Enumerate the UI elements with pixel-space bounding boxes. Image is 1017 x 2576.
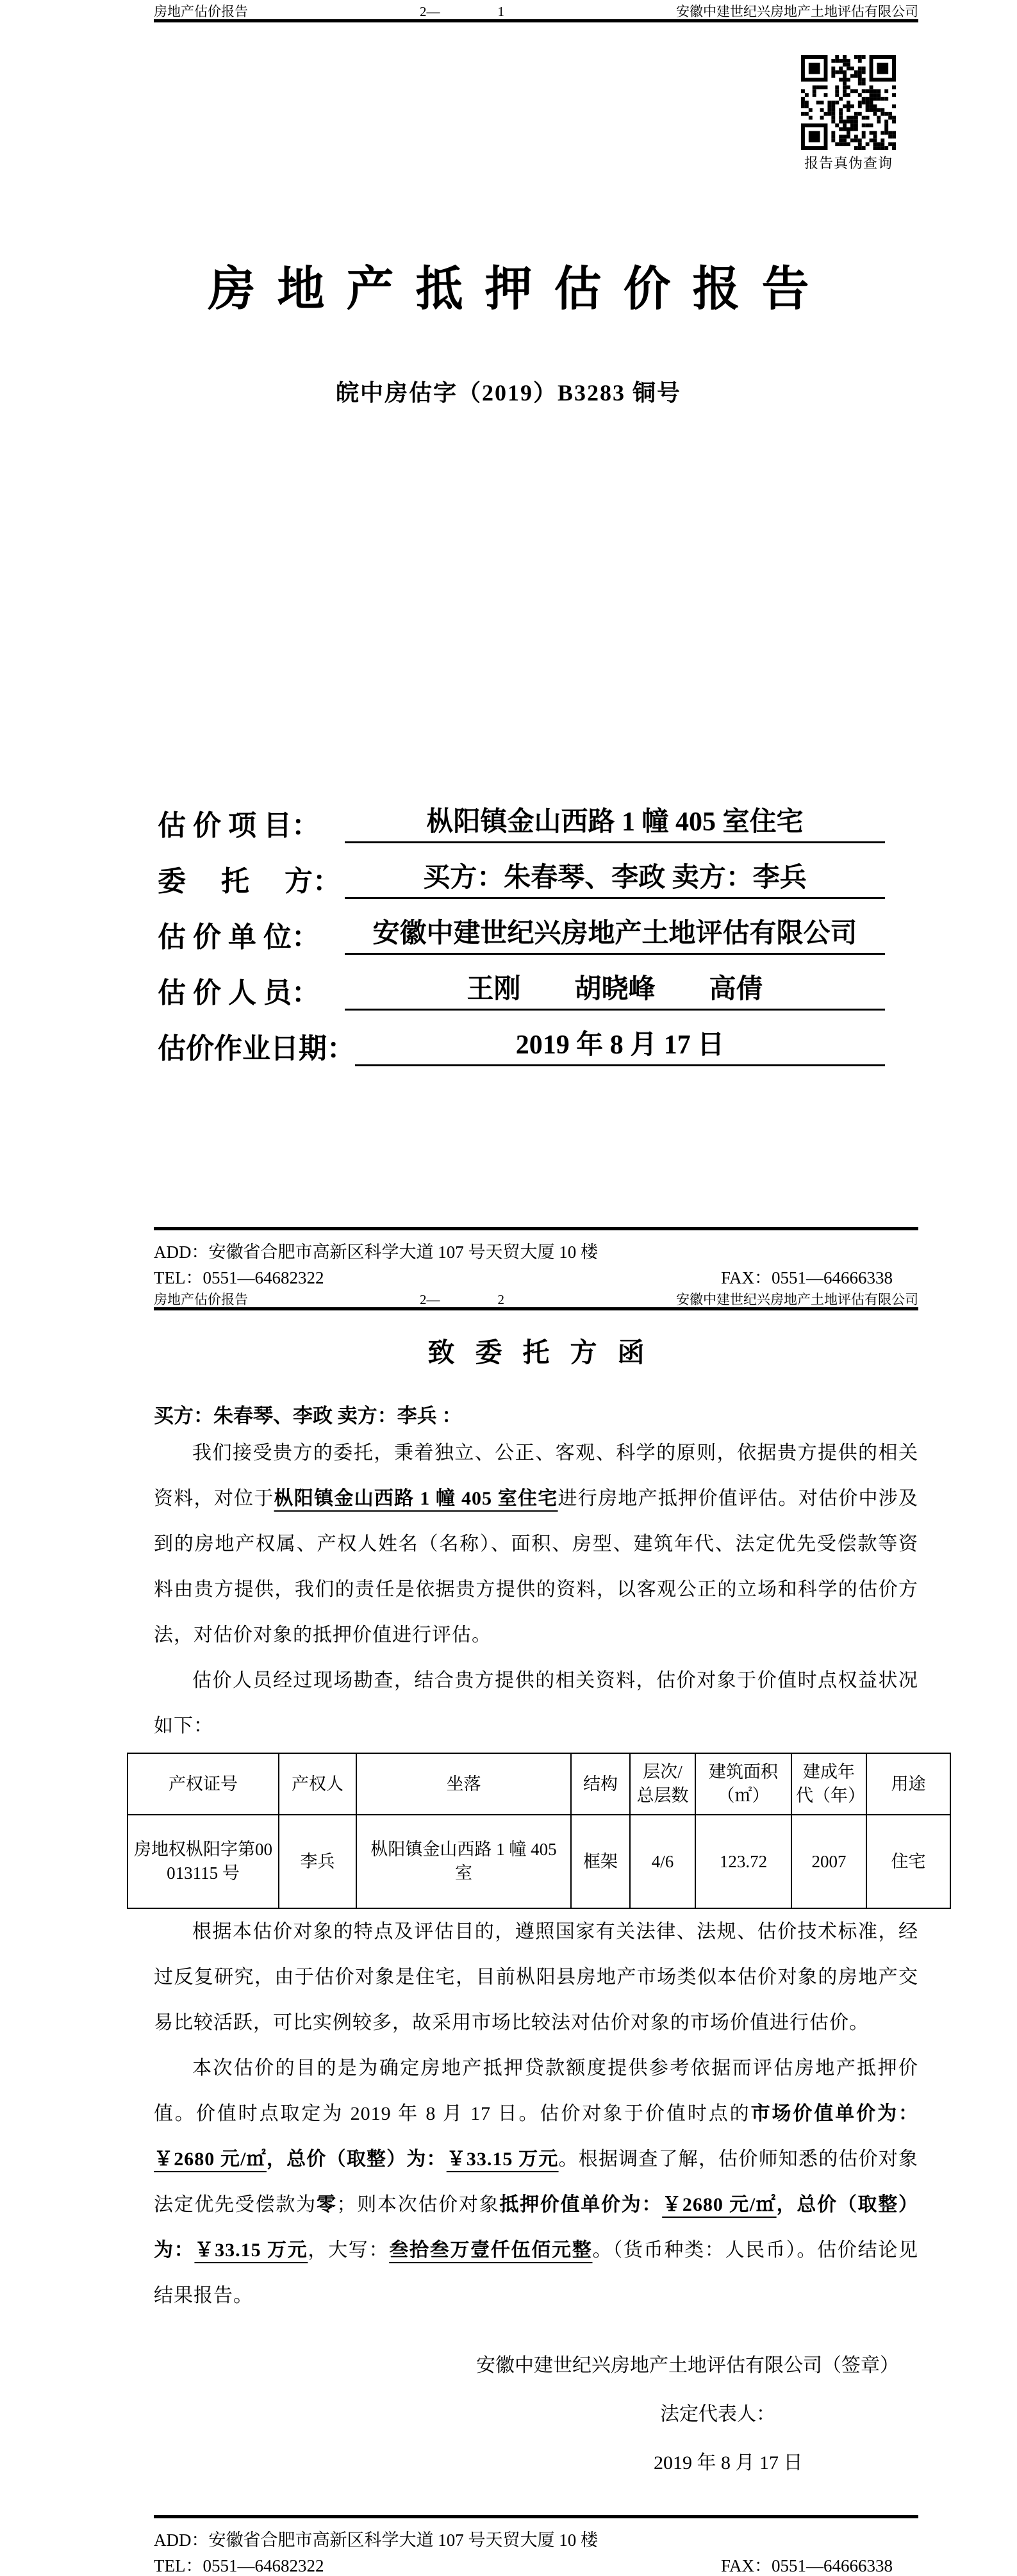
field-value: 枞阳镇金山西路 1 幢 405 室住宅 [345, 800, 885, 843]
cell-structure: 框架 [571, 1815, 630, 1908]
running-footer [154, 2515, 918, 2576]
field-project [158, 802, 885, 843]
field-value: 王刚 胡晓峰 高倩 [345, 968, 885, 1011]
footer-address: ADD：安徽省合肥市高新区科学大道 107 号天贸大厦 10 楼 [154, 1243, 598, 1262]
signature-company: 安徽中建世纪兴房地产土地评估有限公司（签章） [476, 2355, 899, 2376]
cell-cert-no: 房地权枞阳字第00013115 号 [128, 1815, 279, 1908]
qr-caption: 报告真伪查询 [804, 155, 893, 171]
col-floor: 层次/总层数 [630, 1753, 695, 1815]
col-owner: 产权人 [279, 1753, 356, 1815]
footer-fax: FAX：0551—64666338 [720, 2556, 893, 2575]
field-value: 安徽中建世纪兴房地产土地评估有限公司 [345, 912, 885, 955]
signature-block [154, 2341, 918, 2488]
cell-floor: 4/6 [630, 1815, 695, 1908]
field-appraisers [158, 970, 885, 1011]
footer-tel: TEL：0551—64682322 [154, 1268, 324, 1287]
field-label: 估价作业日期： [158, 1033, 355, 1064]
cell-owner: 李兵 [279, 1815, 356, 1908]
page-prefix: 2— [420, 4, 440, 19]
letter-body [134, 1314, 926, 2488]
page-prefix: 2— [420, 1292, 440, 1307]
col-cert-no: 产权证号 [128, 1753, 279, 1815]
paragraph-commission: 我们接受贵方的委托，秉着独立、公正、客观、科学的原则，依据贵方提供的相关资料，对位于枞阳镇金山西路 1 幢 405 室住宅进行房地产抵押价值评估。对估价中涉及到的房地产权属、产权人姓名（名称）、面积、房型、建筑年代、法定优先受偿款等资料由贵方提供，我们的责任是依据贵方提供的资料，以客观公正的立场和科学的估价方法，对估价对象的抵押价值进行评估。 [154, 1442, 919, 1646]
cell-use: 住宅 [866, 1815, 950, 1908]
header-rule [154, 1307, 918, 1310]
col-area: 建筑面积（㎡） [695, 1753, 791, 1815]
footer-address: ADD：安徽省合肥市高新区科学大道 107 号天贸大厦 10 楼 [154, 2531, 598, 2550]
header-doc-name: 房地产估价报告 [154, 1292, 248, 1307]
col-use: 用途 [866, 1753, 950, 1815]
report-title: 房地产抵押估价报告 [208, 263, 831, 316]
header-page-indicator [248, 1292, 676, 1307]
paragraph-method: 根据本估价对象的特点及评估目的，遵照国家有关法律、法规、估价技术标准，经过反复研究，由于估价对象是住宅，目前枞阳县房地产市场类似本估价对象的房地产交易比较活跃，可比实例较多，故采用市场比较法对估价对象的市场价值进行估价。 [154, 1921, 918, 2033]
qr-code [801, 55, 896, 150]
header-page-indicator [248, 4, 676, 19]
page-number: 1 [497, 4, 504, 19]
page-2 [0, 1288, 1017, 2576]
header-rule [154, 19, 918, 22]
letter-title: 致委托方函 [427, 1339, 665, 1368]
paragraph-valuation: 本次估价的目的是为确定房地产抵押贷款额度提供参考依据而评估房地产抵押价值。价值时点取定为 2019 年 8 月 17 日。估价对象于价值时点的市场价值单价为：￥2680 元/㎡，总价（取整）为：￥33.15 万元。根据调查了解，估价师知悉的估价对象法定优先受偿款为零；则本次估价对象抵押价值单价为：￥2680 元/㎡，总价（取整）为：￥33.15 万元，大写：叁拾叁万壹仟伍佰元整。（货币种类：人民币）。估价结论见结果报告。 [154, 2058, 919, 2306]
header-doc-name: 房地产估价报告 [154, 4, 248, 19]
signature-legal-rep: 法定代表人： [660, 2404, 775, 2425]
table-header-row [128, 1753, 950, 1815]
footer-contacts [154, 1265, 918, 1288]
table-row [128, 1815, 950, 1908]
cell-year: 2007 [791, 1815, 866, 1908]
ownership-table [127, 1753, 951, 1909]
footer-rule [154, 2515, 918, 2518]
header-company-name: 安徽中建世纪兴房地产土地评估有限公司 [676, 1292, 918, 1307]
footer-fax: FAX：0551—64666338 [720, 1268, 893, 1287]
cover-fields [158, 802, 885, 1081]
report-number: 皖中房估字（2019）B3283 铜号 [335, 380, 681, 406]
field-date [158, 1025, 885, 1066]
footer-contacts [154, 2553, 918, 2576]
field-value: 买方：朱春琴、李政 卖方：李兵 [345, 856, 885, 899]
running-footer [154, 1227, 918, 1288]
salutation: 买方：朱春琴、李政 卖方：李兵 ： [154, 1405, 462, 1427]
running-header [154, 1292, 918, 1307]
col-year: 建成年代（年） [791, 1753, 866, 1815]
signature-date: 2019 年 8 月 17 日 [654, 2452, 803, 2473]
header-company-name: 安徽中建世纪兴房地产土地评估有限公司 [676, 4, 918, 19]
page-number: 2 [497, 1292, 504, 1307]
cell-area: 123.72 [695, 1815, 791, 1908]
field-label: 估 价 人 员： [158, 977, 320, 1009]
paragraph-survey: 估价人员经过现场勘查，结合贵方提供的相关资料，估价对象于价值时点权益状况如下： [154, 1670, 918, 1737]
field-client [158, 858, 885, 899]
field-agency [158, 914, 885, 955]
qr-block [800, 55, 897, 172]
col-location: 坐落 [356, 1753, 571, 1815]
field-label: 委 托 方： [158, 866, 341, 897]
field-value: 2019 年 8 月 17 日 [355, 1023, 885, 1066]
footer-rule [154, 1227, 918, 1230]
running-header [154, 4, 918, 19]
col-structure: 结构 [571, 1753, 630, 1815]
field-label: 估 价 单 位： [158, 921, 320, 953]
cell-location: 枞阳镇金山西路 1 幢 405 室 [356, 1815, 571, 1908]
footer-tel: TEL：0551—64682322 [154, 2556, 324, 2575]
field-label: 估 价 项 目： [158, 810, 320, 841]
